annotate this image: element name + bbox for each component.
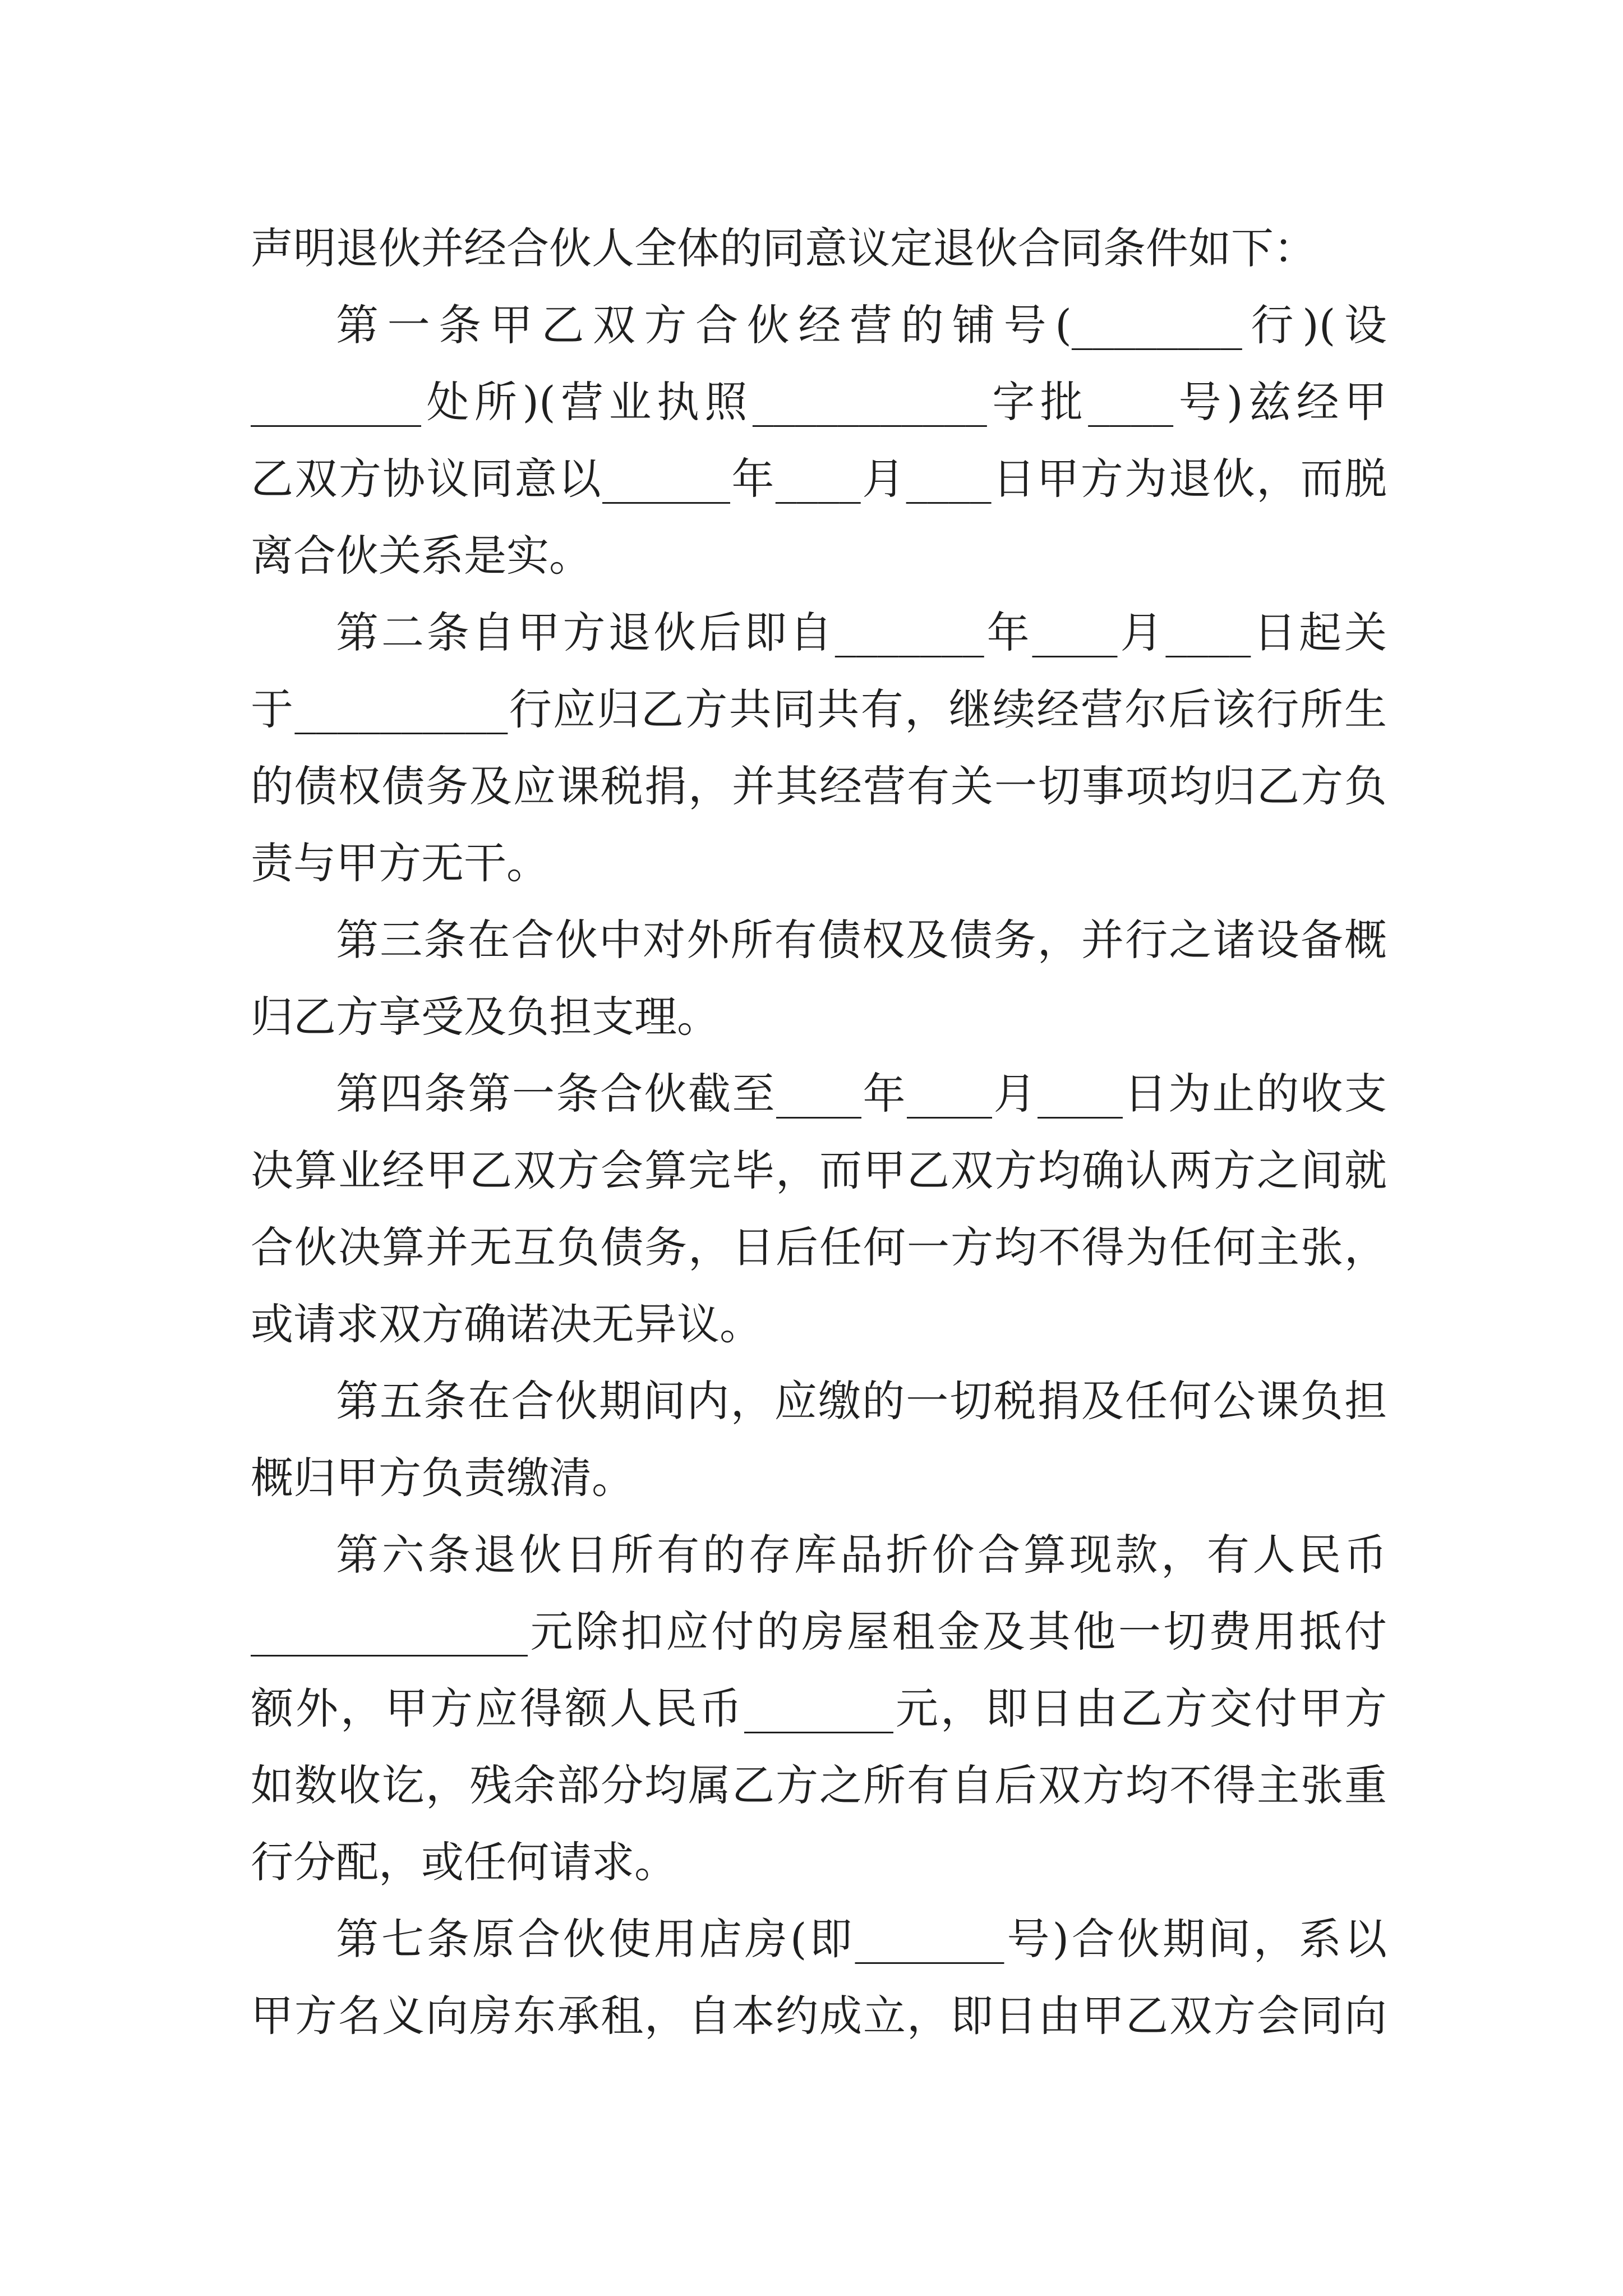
document-line: 的债权债务及应课税捐，并其经营有关一切事项均归乙方负 [251,761,1387,811]
document-line: 第七条原合伙使用店房(即_______号)合伙期间，系以 [336,1914,1387,1964]
document-line: 决算业经甲乙双方会算完毕，而甲乙双方均确认两方之间就 [251,1145,1387,1195]
document-line: 如数收讫，残余部分均属乙方之所有自后双方均不得主张重 [251,1760,1387,1810]
document-line: 于__________行应归乙方共同共有，继续经营尔后该行所生 [251,684,1387,734]
paragraph-article-5 [251,1363,1387,1516]
document-line: 责与甲方无干。 [251,838,549,888]
document-body [251,210,1387,2054]
document-line: 第四条第一条合伙截至____年____月____日为止的收支 [336,1069,1387,1119]
paragraph-article-3 [251,901,1387,1055]
document-line: 乙双方协议同意以______年____月____日甲方为退伙，而脱 [251,454,1387,504]
document-line: 归乙方享受及负担支理。 [251,992,720,1042]
paragraph-article-2 [251,594,1387,901]
document-line: _____________元除扣应付的房屋租金及其他一切费用抵付 [251,1607,1387,1657]
document-line: 声明退伙并经合伙人全体的同意议定退伙合同条件如下： [251,223,1316,273]
document-line: 额外，甲方应得额人民币_______元，即日由乙方交付甲方 [251,1683,1387,1733]
document-line: 第六条退伙日所有的存库品折价合算现款，有人民币 [336,1530,1387,1580]
paragraph-article-4 [251,1055,1387,1363]
document-line: 第一条甲乙双方合伙经营的铺号(________行)(设 [336,300,1387,350]
document-line: 概归甲方负责缴清。 [251,1453,634,1503]
document-line: ________处所)(营业执照___________字批____号)兹经甲 [251,377,1387,427]
document-line: 甲方名义向房东承租，自本约成立，即日由甲乙双方会同向 [251,1991,1387,2041]
paragraph-article-1 [251,287,1387,594]
document-line: 离合伙关系是实。 [251,531,592,581]
document-line: 合伙决算并无互负债务，日后任何一方均不得为任何主张， [251,1222,1387,1272]
document-line: 行分配，或任何请求。 [251,1837,677,1887]
paragraph-article-7 [251,1901,1387,2054]
document-line: 第五条在合伙期间内，应缴的一切税捐及任何公课负担 [336,1376,1387,1426]
paragraph-article-6 [251,1516,1387,1901]
document-line: 或请求双方确诺决无异议。 [251,1299,762,1349]
document-line: 第二条自甲方退伙后即自_______年____月____日起关 [336,608,1387,657]
paragraph [251,210,1387,287]
document-line: 第三条在合伙中对外所有债权及债务，并行之诸设备概 [336,915,1387,965]
